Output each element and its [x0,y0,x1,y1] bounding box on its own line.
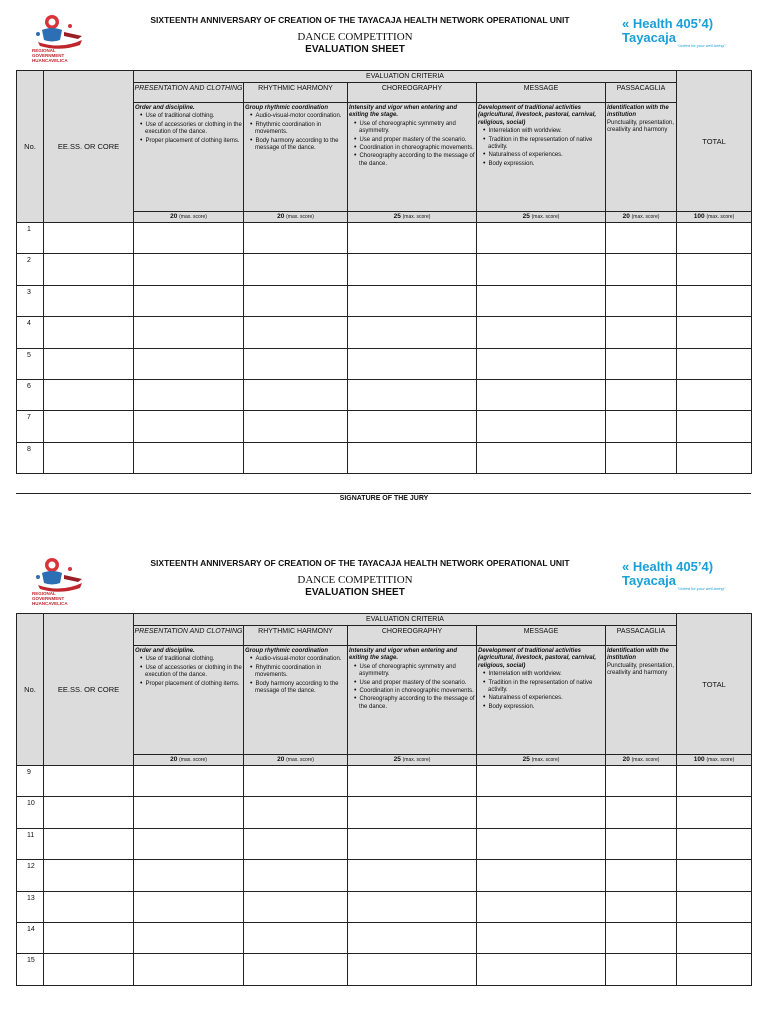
score-cell[interactable] [244,285,348,316]
table-row [17,442,752,473]
total-cell[interactable] [677,223,752,254]
score-cell[interactable] [348,891,477,922]
score-cell[interactable] [244,223,348,254]
table-row [17,223,752,254]
brand-line-1: « Health 405’4) [622,559,714,574]
brand-line-1: « Health 405’4) [622,16,714,31]
row-number: 6 [17,379,44,410]
score-cell[interactable] [244,442,348,473]
score-cell[interactable] [477,254,606,285]
row-number: 9 [17,766,44,797]
criteria-header: EVALUATION CRITERIA [134,71,677,83]
row-number: 5 [17,348,44,379]
score-cell[interactable] [244,317,348,348]
score-cell[interactable] [134,285,244,316]
score-cell[interactable] [606,797,677,828]
score-cell[interactable] [244,922,348,953]
total-max-score: 100 (max. score) [677,212,752,223]
establishment-cell[interactable] [44,797,134,828]
score-cell[interactable] [477,223,606,254]
score-cell[interactable] [348,285,477,316]
row-number: 13 [17,891,44,922]
max-score: 25 (max. score) [348,755,477,766]
brand-line-2: Tayacaja [622,573,676,588]
brand-line-2: Tayacaja [622,30,676,45]
criterion-bullet: • Use and proper mastery of the scenario. [349,679,475,687]
criterion-lead: Group rhythmic coordination [245,105,329,111]
regional-government-logo [30,555,92,613]
total-cell[interactable] [677,348,752,379]
criterion-bullet: • Use and proper mastery of the scenario. [349,136,475,144]
evaluation-sheet-1 [0,0,768,502]
table-row [17,379,752,410]
score-cell[interactable] [477,922,606,953]
criterion-lead: Group rhythmic coordination [245,648,329,654]
table-row [17,411,752,442]
criterion-bullet: • Proper placement of clothing items. [135,680,242,688]
score-cell[interactable] [477,954,606,985]
criterion-lead: Development of traditional activities (agricultural, livestock, pastoral, carnival, religious, social) [478,648,597,669]
logo-caption: REGIONAL GOVERNMENT HUANCAVELICA [32,591,68,606]
criterion-bullet: • Coordination in choreographic movements. [349,687,475,695]
score-cell[interactable] [606,348,677,379]
row-number: 1 [17,223,44,254]
criterion-name: RHYTHMIC HARMONY [244,626,348,646]
score-cell[interactable] [348,922,477,953]
score-cell[interactable] [134,891,244,922]
establishment-cell[interactable] [44,828,134,859]
criterion-name: CHOREOGRAPHY [348,83,477,103]
score-cell[interactable] [477,442,606,473]
score-cell[interactable] [477,379,606,410]
criterion-bullet: • Tradition in the representation of native activity. [478,679,604,695]
score-cell[interactable] [134,317,244,348]
jury-signature-label: SIGNATURE OF THE JURY [339,495,429,502]
score-cell[interactable] [606,411,677,442]
score-cell[interactable] [606,860,677,891]
table-row [17,797,752,828]
score-cell[interactable] [477,348,606,379]
score-cell[interactable] [134,223,244,254]
establishment-cell[interactable] [44,954,134,985]
criterion-bullet: • Use of choreographic symmetry and asymmetry. [349,120,475,136]
criterion-bullet: • Use of traditional clothing. [135,655,242,663]
score-cell[interactable] [134,828,244,859]
column-header-no: No. [17,71,44,223]
criterion-name: MESSAGE [477,626,606,646]
row-number: 2 [17,254,44,285]
table-row [17,766,752,797]
establishment-cell[interactable] [44,285,134,316]
column-header-establishment: EE.SS. OR CORE [44,614,134,766]
total-cell[interactable] [677,411,752,442]
score-cell[interactable] [606,891,677,922]
score-cell[interactable] [606,766,677,797]
criterion-bullet: • Use of choreographic symmetry and asymmetry. [349,663,475,679]
sheet-title: EVALUATION SHEET [305,587,405,598]
criterion-bullet: • Interrelation with worldview. [478,670,604,678]
row-number: 4 [17,317,44,348]
criterion-name: PRESENTATION AND CLOTHING [134,83,244,103]
criterion-bullet: • Tradition in the representation of native activity. [478,136,604,152]
score-cell[interactable] [348,348,477,379]
score-cell[interactable] [477,797,606,828]
score-cell[interactable] [348,254,477,285]
criterion-bullet: • Coordination in choreographic movements. [349,144,475,152]
score-cell[interactable] [348,411,477,442]
total-cell[interactable] [677,797,752,828]
score-cell[interactable] [134,379,244,410]
criterion-description [134,646,244,755]
establishment-cell[interactable] [44,442,134,473]
score-cell[interactable] [348,379,477,410]
competition-name: DANCE COMPETITION [297,31,413,43]
max-score: 25 (max. score) [477,212,606,223]
criterion-lead: Development of traditional activities (agricultural, livestock, pastoral, carnival, religious, social) [478,105,597,126]
criterion-bullet: • Use of traditional clothing. [135,112,242,120]
criterion-description [606,103,677,212]
page-title: SIXTEENTH ANNIVERSARY OF CREATION OF THE TAYACAJA HEALTH NETWORK OPERATIONAL UNIT [150,558,570,568]
criterion-lead: Intensity and vigor when entering and exiting the stage. [349,105,458,119]
total-cell[interactable] [677,922,752,953]
criterion-lead: Identification with the institution [607,648,669,662]
score-cell[interactable] [348,442,477,473]
score-cell[interactable] [244,348,348,379]
score-cell[interactable] [477,860,606,891]
score-cell[interactable] [606,828,677,859]
evaluation-table [16,70,752,474]
sheet-title: EVALUATION SHEET [305,44,405,55]
establishment-cell[interactable] [44,254,134,285]
score-cell[interactable] [477,285,606,316]
column-header-establishment: EE.SS. OR CORE [44,71,134,223]
page-title: SIXTEENTH ANNIVERSARY OF CREATION OF THE TAYACAJA HEALTH NETWORK OPERATIONAL UNIT [150,15,570,25]
score-cell[interactable] [134,860,244,891]
row-number: 8 [17,442,44,473]
table-row [17,922,752,953]
criterion-lead: Identification with the institution [607,105,669,119]
criterion-bullet: • Naturalness of experiences. [478,151,604,159]
score-cell[interactable] [134,797,244,828]
score-cell[interactable] [348,797,477,828]
max-score: 20 (max. score) [134,755,244,766]
score-cell[interactable] [244,379,348,410]
score-cell[interactable] [134,442,244,473]
total-max-score: 100 (max. score) [677,755,752,766]
table-row [17,254,752,285]
signature-line [16,493,751,494]
criterion-bullet: • Naturalness of experiences. [478,694,604,702]
total-cell[interactable] [677,285,752,316]
score-cell[interactable] [244,797,348,828]
score-cell[interactable] [348,766,477,797]
score-cell[interactable] [244,411,348,442]
dancer-emblem-icon [30,555,92,595]
criterion-bullet: • Interrelation with worldview. [478,127,604,135]
score-cell[interactable] [477,891,606,922]
criterion-bullet: • Choreography according to the message of the dance. [349,152,475,168]
criterion-name: PRESENTATION AND CLOTHING [134,626,244,646]
table-row [17,285,752,316]
evaluation-table [16,613,752,986]
max-score: 20 (max. score) [606,755,677,766]
max-score: 25 (max. score) [348,212,477,223]
criterion-description [244,103,348,212]
table-row [17,954,752,985]
criterion-bullet: • Body expression. [478,703,604,711]
criterion-bullet: • Use of accessories or clothing in the execution of the dance. [135,121,242,137]
criterion-lead: Order and discipline. [135,648,195,654]
total-cell[interactable] [677,379,752,410]
criterion-bullet: • Use of accessories or clothing in the execution of the dance. [135,664,242,680]
competition-name: DANCE COMPETITION [297,574,413,586]
criterion-bullet: • Rhythmic coordination in movements. [245,664,346,680]
score-cell[interactable] [244,891,348,922]
criterion-bullet: • Audio-visual-motor coordination. [245,112,346,120]
table-row [17,348,752,379]
establishment-cell[interactable] [44,922,134,953]
criterion-bullet: • Rhythmic coordination in movements. [245,121,346,137]
max-score: 20 (max. score) [244,212,348,223]
column-header-total: TOTAL [677,614,752,755]
score-cell[interactable] [348,828,477,859]
score-cell[interactable] [134,954,244,985]
criterion-bullet: • Choreography according to the message of the dance. [349,695,475,711]
criterion-bullet: • Body harmony according to the message of the dance. [245,680,346,696]
score-cell[interactable] [606,223,677,254]
score-cell[interactable] [606,285,677,316]
establishment-cell[interactable] [44,223,134,254]
score-cell[interactable] [134,922,244,953]
total-cell[interactable] [677,766,752,797]
establishment-cell[interactable] [44,348,134,379]
score-cell[interactable] [244,828,348,859]
establishment-cell[interactable] [44,379,134,410]
score-cell[interactable] [606,922,677,953]
total-cell[interactable] [677,891,752,922]
column-header-no: No. [17,614,44,766]
logo-caption: REGIONAL GOVERNMENT HUANCAVELICA [32,48,68,63]
total-cell[interactable] [677,860,752,891]
establishment-cell[interactable] [44,860,134,891]
score-cell[interactable] [477,411,606,442]
total-cell[interactable] [677,442,752,473]
row-number: 14 [17,922,44,953]
criterion-description [134,103,244,212]
score-cell[interactable] [348,860,477,891]
total-cell[interactable] [677,828,752,859]
row-number: 7 [17,411,44,442]
row-number: 15 [17,954,44,985]
criterion-name: PASSACAGLIA [606,626,677,646]
criterion-bullet: • Proper placement of clothing items. [135,137,242,145]
table-row [17,828,752,859]
score-cell[interactable] [477,828,606,859]
score-cell[interactable] [348,223,477,254]
score-cell[interactable] [244,766,348,797]
score-cell[interactable] [244,860,348,891]
max-score: 20 (max. score) [134,212,244,223]
criterion-name: MESSAGE [477,83,606,103]
criterion-name: PASSACAGLIA [606,83,677,103]
criterion-detail: Punctuality, presentation, creativity and harmony [607,662,674,677]
column-header-total: TOTAL [677,71,752,212]
row-number: 11 [17,828,44,859]
criterion-description [477,103,606,212]
establishment-cell[interactable] [44,317,134,348]
table-row [17,891,752,922]
total-cell[interactable] [677,954,752,985]
establishment-cell[interactable] [44,766,134,797]
establishment-cell[interactable] [44,891,134,922]
total-cell[interactable] [677,317,752,348]
regional-government-logo [30,12,92,70]
criterion-description [606,646,677,755]
criterion-bullet: • Audio-visual-motor coordination. [245,655,346,663]
brand-tagline: "United for your well-being" [677,43,726,48]
row-number: 12 [17,860,44,891]
table-row [17,317,752,348]
score-cell[interactable] [606,954,677,985]
evaluation-sheet-2 [0,543,768,1003]
criterion-description [244,646,348,755]
score-cell[interactable] [244,954,348,985]
row-number: 3 [17,285,44,316]
criterion-description [477,646,606,755]
criterion-name: CHOREOGRAPHY [348,626,477,646]
score-cell[interactable] [134,766,244,797]
score-cell[interactable] [477,317,606,348]
score-cell[interactable] [348,954,477,985]
criterion-bullet: • Body expression. [478,160,604,168]
score-cell[interactable] [244,254,348,285]
criterion-bullet: • Body harmony according to the message of the dance. [245,137,346,153]
table-row [17,860,752,891]
score-cell[interactable] [606,254,677,285]
score-cell[interactable] [134,411,244,442]
criterion-description [348,103,477,212]
criterion-lead: Order and discipline. [135,105,195,111]
score-cell[interactable] [606,317,677,348]
criterion-description [348,646,477,755]
criterion-lead: Intensity and vigor when entering and exiting the stage. [349,648,458,662]
score-cell[interactable] [606,442,677,473]
establishment-cell[interactable] [44,411,134,442]
criteria-header: EVALUATION CRITERIA [134,614,677,626]
criterion-name: RHYTHMIC HARMONY [244,83,348,103]
score-cell[interactable] [134,254,244,285]
brand-tagline: "United for your well-being" [677,586,726,591]
score-cell[interactable] [477,766,606,797]
dancer-emblem-icon [30,12,92,52]
total-cell[interactable] [677,254,752,285]
max-score: 20 (max. score) [606,212,677,223]
max-score: 25 (max. score) [477,755,606,766]
score-cell[interactable] [348,317,477,348]
max-score: 20 (max. score) [244,755,348,766]
score-cell[interactable] [606,379,677,410]
criterion-detail: Punctuality, presentation, creativity and harmony [607,119,674,134]
row-number: 10 [17,797,44,828]
score-cell[interactable] [134,348,244,379]
